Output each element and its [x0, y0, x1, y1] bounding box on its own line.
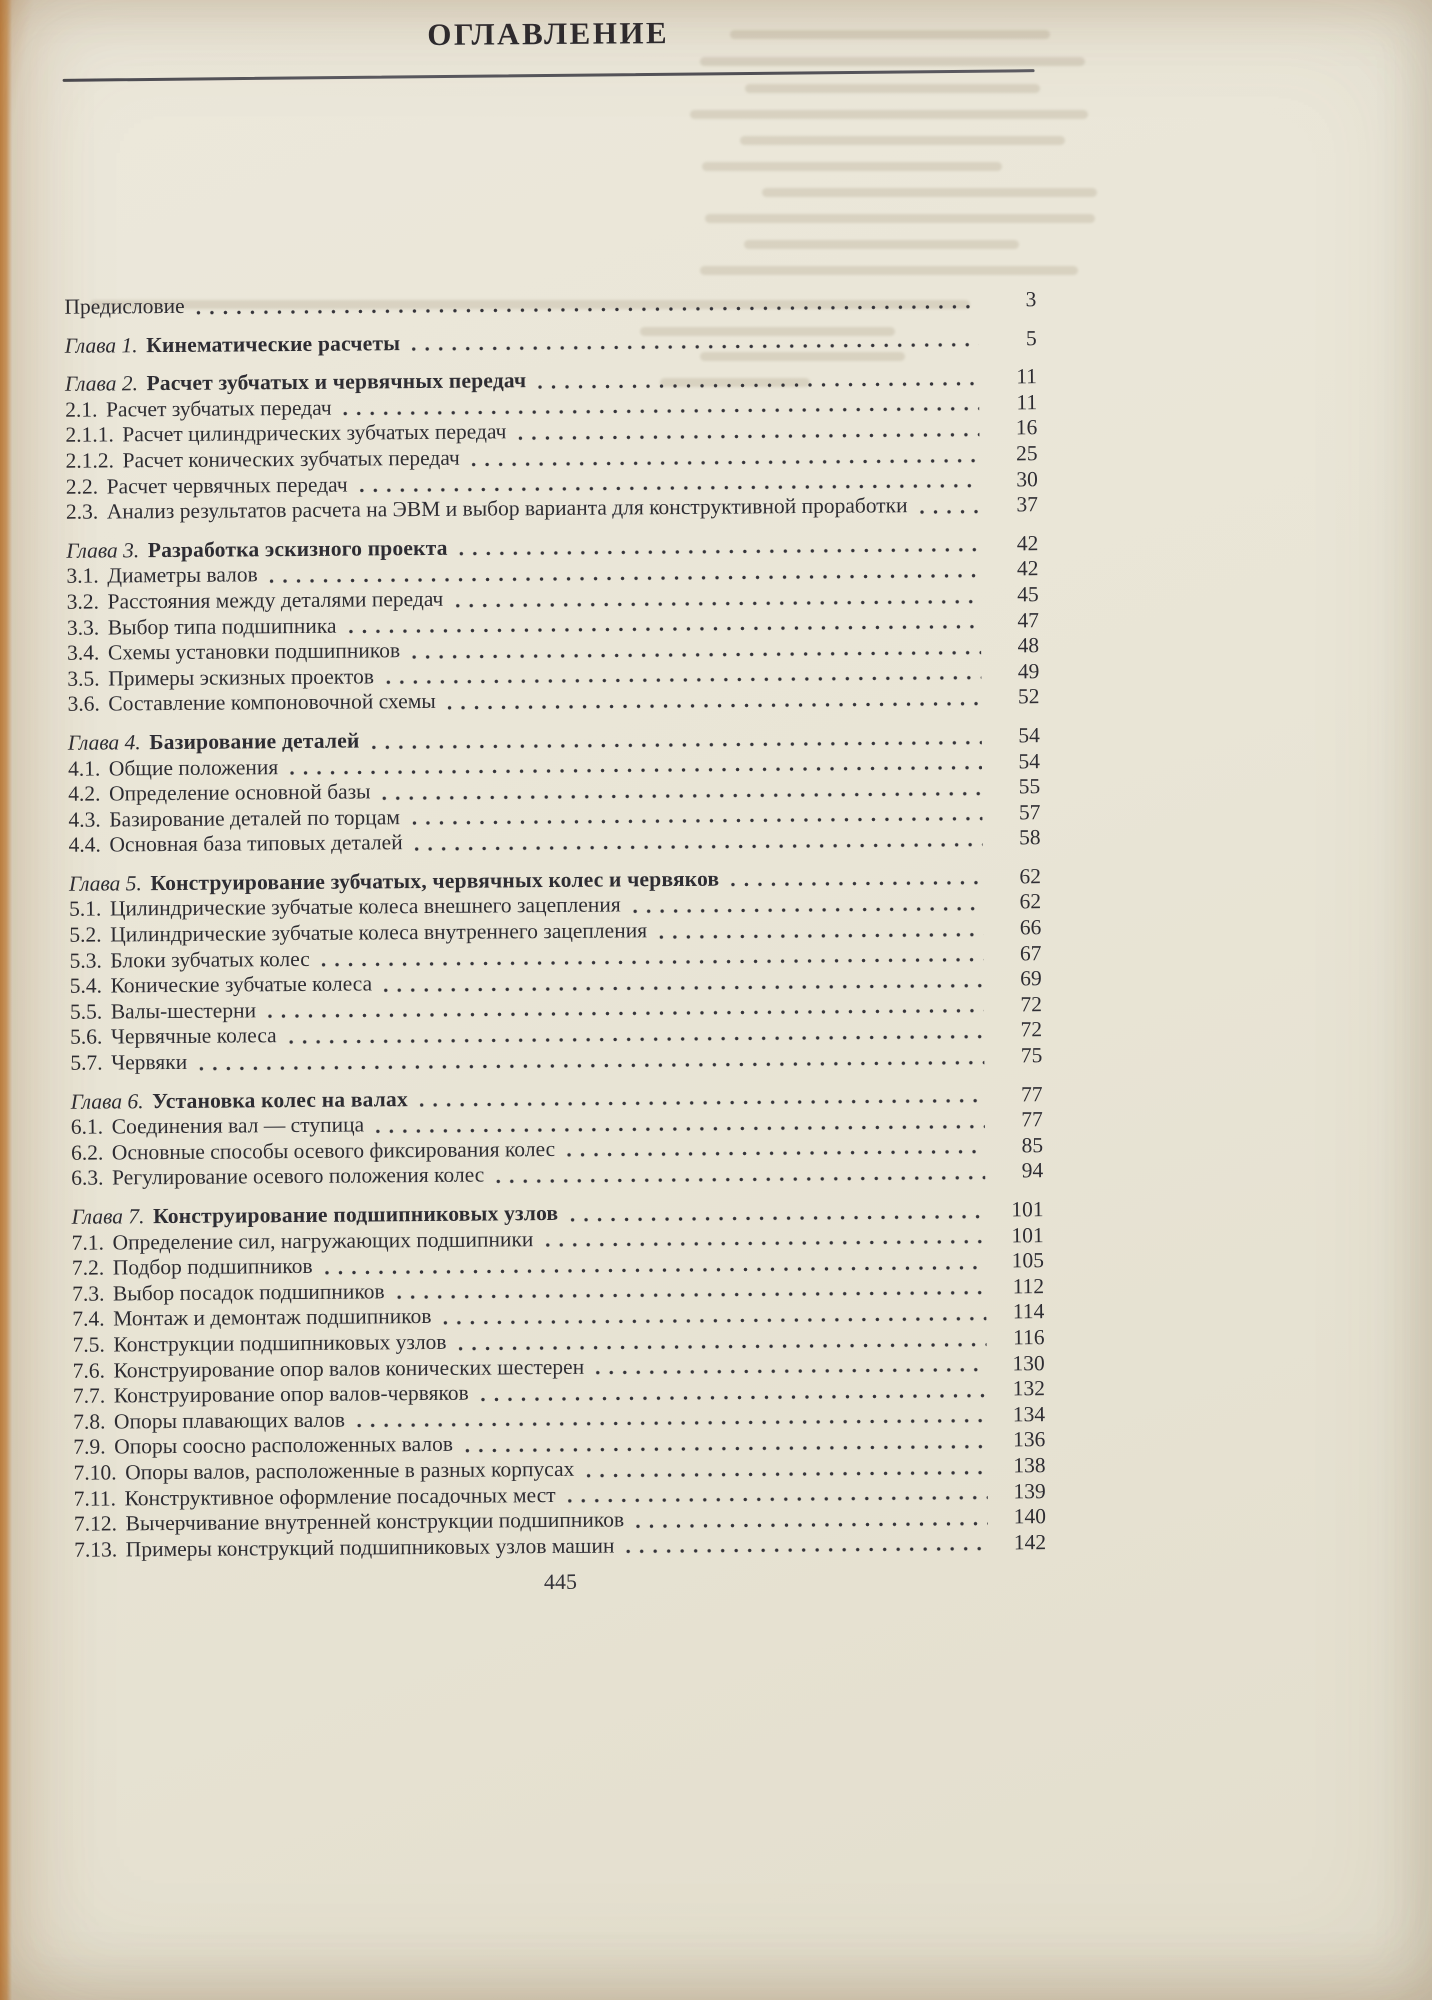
toc-entry-label: 7.6.	[72, 1358, 106, 1383]
dot-leader	[448, 701, 982, 711]
toc-entry-page-number: 67	[1019, 940, 1042, 965]
dot-leader	[459, 1341, 987, 1351]
toc-entry-title: Базирование деталей по торцам	[109, 804, 401, 832]
toc-entry-title: Валы-шестерни	[110, 998, 257, 1024]
toc-entry-label: Глава 7.	[71, 1204, 145, 1229]
toc-entry-title: Схемы установки подшипников	[107, 638, 401, 665]
toc-entry	[65, 326, 1037, 359]
toc-entry-page-number: 105	[1011, 1248, 1045, 1273]
toc-entry-page-number: 62	[1019, 889, 1042, 914]
dot-leader	[586, 1469, 987, 1478]
dot-leader	[383, 790, 983, 801]
toc-entry-page-number: 30	[1016, 466, 1038, 491]
toc-entry-title: Основная база типовых деталей	[109, 830, 403, 857]
dot-leader	[199, 1059, 984, 1071]
toc-entry-label: 7.9.	[73, 1434, 106, 1460]
toc-entry-page-number: 101	[1011, 1222, 1044, 1247]
toc-entry-title: Расчет зубчатых передач	[105, 395, 332, 422]
dot-leader	[518, 432, 979, 442]
toc-entry-title: Базирование деталей	[149, 728, 360, 755]
toc-entry-page-number: 11	[1016, 364, 1038, 389]
toc-entry-page-number: 112	[1012, 1273, 1045, 1299]
toc-entry-title: Конструирование опор валов-червяков	[113, 1380, 469, 1408]
toc-entry-label: 4.3.	[68, 807, 101, 832]
toc-entry-title: Диаметры валов	[107, 562, 258, 588]
toc-entry-page-number: 136	[1012, 1427, 1046, 1452]
toc-entry-title: Расчет цилиндрических зубчатых передач	[122, 419, 507, 447]
toc-entry-page-number: 94	[1021, 1158, 1044, 1183]
toc-entry-label: 3.5.	[67, 666, 100, 691]
dot-leader	[465, 1444, 987, 1454]
toc-entry-label: 5.5.	[69, 999, 103, 1024]
toc-entry-title: Расстояния между деталями передач	[107, 586, 444, 614]
dot-leader	[376, 1123, 985, 1134]
toc-entry-page-number: 77	[1021, 1081, 1043, 1106]
dot-leader	[290, 765, 982, 776]
toc-entry-title: Анализ результатов расчета на ЭВМ и выбор варианта для конструктивной проработки	[106, 493, 908, 524]
toc-entry-page-number: 72	[1020, 1017, 1043, 1042]
dot-leader	[325, 1264, 986, 1275]
toc-entry-title: Расчет червячных передач	[106, 472, 348, 499]
toc-entry-label: 7.5.	[72, 1332, 105, 1357]
toc-entry-title: Конструктивное оформление посадочных мест	[124, 1482, 556, 1510]
toc-entry-page-number: 101	[1011, 1197, 1044, 1222]
toc-entry-page-number: 55	[1018, 774, 1041, 799]
toc-entry-page-number: 142	[1013, 1529, 1047, 1555]
dot-leader	[412, 816, 983, 826]
toc-entry-title: Опоры валов, расположенные в разных корпусах	[125, 1456, 575, 1485]
toc-entry-page-number: 54	[1018, 748, 1041, 773]
toc-entry-label: Глава 5.	[68, 871, 142, 896]
toc-entry-title: Установка колес на валах	[152, 1086, 409, 1113]
toc-entry-label: 7.4.	[72, 1306, 105, 1332]
toc-entry-page-number: 116	[1012, 1325, 1045, 1350]
toc-entry-label: 7.7.	[72, 1383, 106, 1408]
dot-leader	[420, 1098, 985, 1108]
toc-entry-page-number: 69	[1020, 966, 1042, 991]
toc-entry-title: Конструирование опор валов конических шестерен	[113, 1354, 585, 1383]
toc-entry-label: Глава 4.	[67, 730, 141, 755]
toc-entry-label: 5.2.	[69, 922, 102, 947]
toc-entry-label: 2.2.	[65, 474, 99, 499]
toc-entry-title: Цилиндрические зубчатые колеса внутреннего зацепления	[110, 918, 648, 947]
toc-entry-label: Глава 1.	[64, 332, 138, 358]
toc-entry-title: Выбор типа подшипника	[107, 613, 337, 640]
toc-entry-label: 7.12.	[73, 1511, 118, 1536]
dot-leader	[920, 508, 980, 514]
dot-leader	[636, 1520, 988, 1529]
toc-entry-page-number: 62	[1019, 864, 1041, 889]
dot-leader	[731, 880, 983, 888]
toc-entry-label: 4.2.	[68, 781, 101, 806]
toc-entry-title: Предисловие	[64, 293, 185, 319]
dot-leader	[197, 303, 979, 315]
page-title: ОГЛАВЛЕНИЕ	[427, 15, 670, 52]
dot-leader	[460, 547, 981, 557]
toc-entry-page-number: 16	[1015, 415, 1038, 440]
toc-entry-title: Разработка эскизного проекта	[147, 535, 448, 562]
dot-leader	[349, 624, 981, 635]
toc-list	[64, 287, 1046, 1563]
toc-entry-title: Цилиндрические зубчатые колеса внешнего зацепления	[109, 892, 621, 921]
toc-entry-page-number: 75	[1020, 1043, 1043, 1068]
toc-entry-page-number: 138	[1013, 1453, 1046, 1478]
dot-leader	[567, 1149, 985, 1158]
toc-entry-title: Опоры соосно расположенных валов	[114, 1432, 454, 1459]
dot-leader	[570, 1213, 985, 1222]
toc-entry-label: 2.3.	[65, 499, 99, 524]
dot-leader	[481, 1392, 987, 1402]
toc-entry-label: 4.4.	[68, 832, 101, 858]
page-number-footer: 445	[543, 1569, 578, 1595]
toc-entry-title: Примеры конструкций подшипниковых узлов машин	[125, 1533, 615, 1562]
dot-leader	[496, 1175, 985, 1185]
toc-entry-label: 3.1.	[66, 563, 99, 589]
toc-entry-page-number: 85	[1021, 1132, 1044, 1158]
toc-entry-title: Регулирование осевого положения колес	[111, 1162, 485, 1190]
toc-entry-title: Подбор подшипников	[112, 1254, 313, 1280]
toc-entry-label: Глава 6.	[70, 1088, 144, 1114]
toc-entry-page-number: 47	[1017, 607, 1039, 632]
toc-entry-page-number: 11	[1016, 389, 1038, 415]
toc-entry-label: 7.3.	[72, 1281, 105, 1306]
toc-entry-label: 5.7.	[70, 1050, 103, 1075]
toc-entry-label: 6.1.	[70, 1114, 104, 1140]
toc-entry-label: 3.6.	[67, 691, 100, 717]
dot-leader	[397, 1290, 987, 1301]
toc-entry-title: Общие положения	[108, 754, 279, 780]
toc-entry-page-number: 57	[1018, 799, 1041, 825]
toc-entry-page-number: 134	[1012, 1401, 1046, 1427]
dot-leader	[412, 342, 979, 352]
toc-entry-title: Расчет конических зубчатых передач	[122, 445, 460, 473]
toc-entry-label: 4.1.	[67, 756, 101, 781]
dot-leader	[633, 906, 983, 915]
dot-leader	[360, 483, 980, 494]
toc-entry-title: Расчет зубчатых и червячных передач	[146, 368, 527, 396]
toc-entry-label: 7.1.	[71, 1230, 105, 1255]
toc-entry-page-number: 77	[1021, 1107, 1043, 1132]
dot-leader	[412, 649, 981, 659]
dot-leader	[538, 380, 979, 389]
toc-entry-title: Блоки зубчатых колес	[110, 946, 310, 973]
dot-leader	[344, 406, 980, 417]
toc-entry-label: 3.3.	[66, 615, 100, 640]
toc-entry-label: 5.6.	[70, 1024, 103, 1050]
toc-entry-page-number: 48	[1017, 633, 1040, 658]
toc-entry-page-number: 49	[1017, 658, 1040, 684]
toc-entry-page-number: 139	[1013, 1478, 1046, 1503]
toc-entry-title: Конические зубчатые колеса	[110, 971, 373, 998]
book-binding-edge	[0, 0, 12, 2000]
dot-leader	[596, 1367, 987, 1376]
toc-entry-page-number: 52	[1017, 684, 1040, 709]
toc-entry-label: 2.1.1.	[65, 422, 114, 448]
scanned-page-content	[62, 0, 1046, 1599]
toc-entry-title: Основные способы осевого фиксирования колес	[111, 1136, 556, 1165]
toc-entry-label: 3.2.	[66, 589, 100, 614]
toc-entry-title: Опоры плавающих валов	[113, 1407, 346, 1434]
toc-entry-page-number: 66	[1019, 915, 1042, 940]
toc-entry-title: Монтаж и демонтаж подшипников	[113, 1304, 432, 1331]
toc-entry-label: 2.1.	[65, 397, 98, 422]
dot-leader	[444, 1316, 987, 1326]
toc-entry-title: Конструирование подшипниковых узлов	[152, 1200, 559, 1229]
title-rule	[63, 69, 1035, 82]
toc-entry-title: Червячные колеса	[110, 1023, 277, 1049]
toc-entry-title: Соединения вал — ступица	[111, 1112, 365, 1139]
toc-entry-page-number: 58	[1018, 825, 1041, 850]
toc-entry-page-number: 25	[1015, 441, 1038, 466]
toc-entry-page-number: 114	[1012, 1299, 1045, 1324]
toc-entry-label: 6.3.	[71, 1165, 104, 1191]
toc-entry-label: 2.1.2.	[65, 448, 115, 473]
toc-entry-page-number: 42	[1016, 530, 1039, 556]
toc-entry-page-number: 130	[1012, 1350, 1045, 1375]
toc-entry-label: 5.3.	[69, 948, 102, 973]
toc-entry-title: Конструкции подшипниковых узлов	[113, 1329, 447, 1357]
toc-entry-label: 7.13.	[74, 1537, 118, 1562]
toc-entry-label: 5.4.	[69, 973, 103, 999]
dot-leader	[659, 931, 983, 940]
dot-leader	[455, 598, 980, 608]
dot-leader	[472, 457, 980, 467]
toc-entry-title: Примеры эскизных проектов	[108, 664, 375, 691]
dot-leader	[386, 675, 981, 686]
toc-entry	[64, 287, 1036, 320]
toc-entry-page-number: 5	[1025, 325, 1037, 350]
dot-leader	[357, 1418, 987, 1429]
toc-entry-title: Определение сил, нагружающих подшипники	[112, 1226, 534, 1255]
toc-entry-page-number: 132	[1012, 1376, 1046, 1401]
toc-entry-title: Кинематические расчеты	[146, 330, 401, 357]
toc-entry-page-number: 72	[1020, 991, 1042, 1017]
toc-entry-label: 7.2.	[71, 1255, 105, 1280]
dot-leader	[626, 1546, 988, 1555]
toc-entry-label: 5.1.	[69, 897, 102, 922]
dot-leader	[289, 1034, 984, 1045]
toc-entry-label: 7.8.	[73, 1409, 106, 1434]
dot-leader	[415, 841, 983, 851]
dot-leader	[568, 1495, 988, 1504]
toc-entry-page-number: 37	[1016, 492, 1039, 517]
toc-entry-title: Выбор посадок подшипников	[112, 1279, 385, 1306]
dot-leader	[322, 957, 984, 968]
toc-entry-label: 6.2.	[70, 1140, 104, 1165]
toc-entry-page-number: 54	[1018, 723, 1040, 748]
toc-entry-label: 7.10.	[73, 1460, 117, 1485]
toc-entry-label: Глава 3.	[66, 537, 140, 563]
dot-leader	[372, 739, 982, 750]
toc-entry-title: Червяки	[111, 1049, 188, 1075]
toc-entry-page-number: 3	[1025, 287, 1037, 312]
toc-entry-title: Составление компоновочной схемы	[108, 689, 436, 716]
toc-entry-label: Глава 2.	[64, 371, 139, 396]
toc-entry-label: 3.4.	[67, 640, 100, 665]
toc-entry-title: Вычерчивание внутренней конструкции подшипников	[125, 1507, 625, 1536]
toc-entry-label: 7.11.	[73, 1485, 117, 1511]
dot-leader	[384, 982, 984, 993]
toc-entry-page-number: 45	[1017, 582, 1039, 607]
toc-entry-page-number: 42	[1016, 556, 1039, 581]
toc-entry-title: Конструирование зубчатых, червячных колес и червяков	[150, 866, 720, 896]
toc-entry-title: Определение основной базы	[108, 779, 371, 806]
dot-leader	[545, 1239, 985, 1248]
toc-entry-page-number: 140	[1013, 1504, 1047, 1529]
